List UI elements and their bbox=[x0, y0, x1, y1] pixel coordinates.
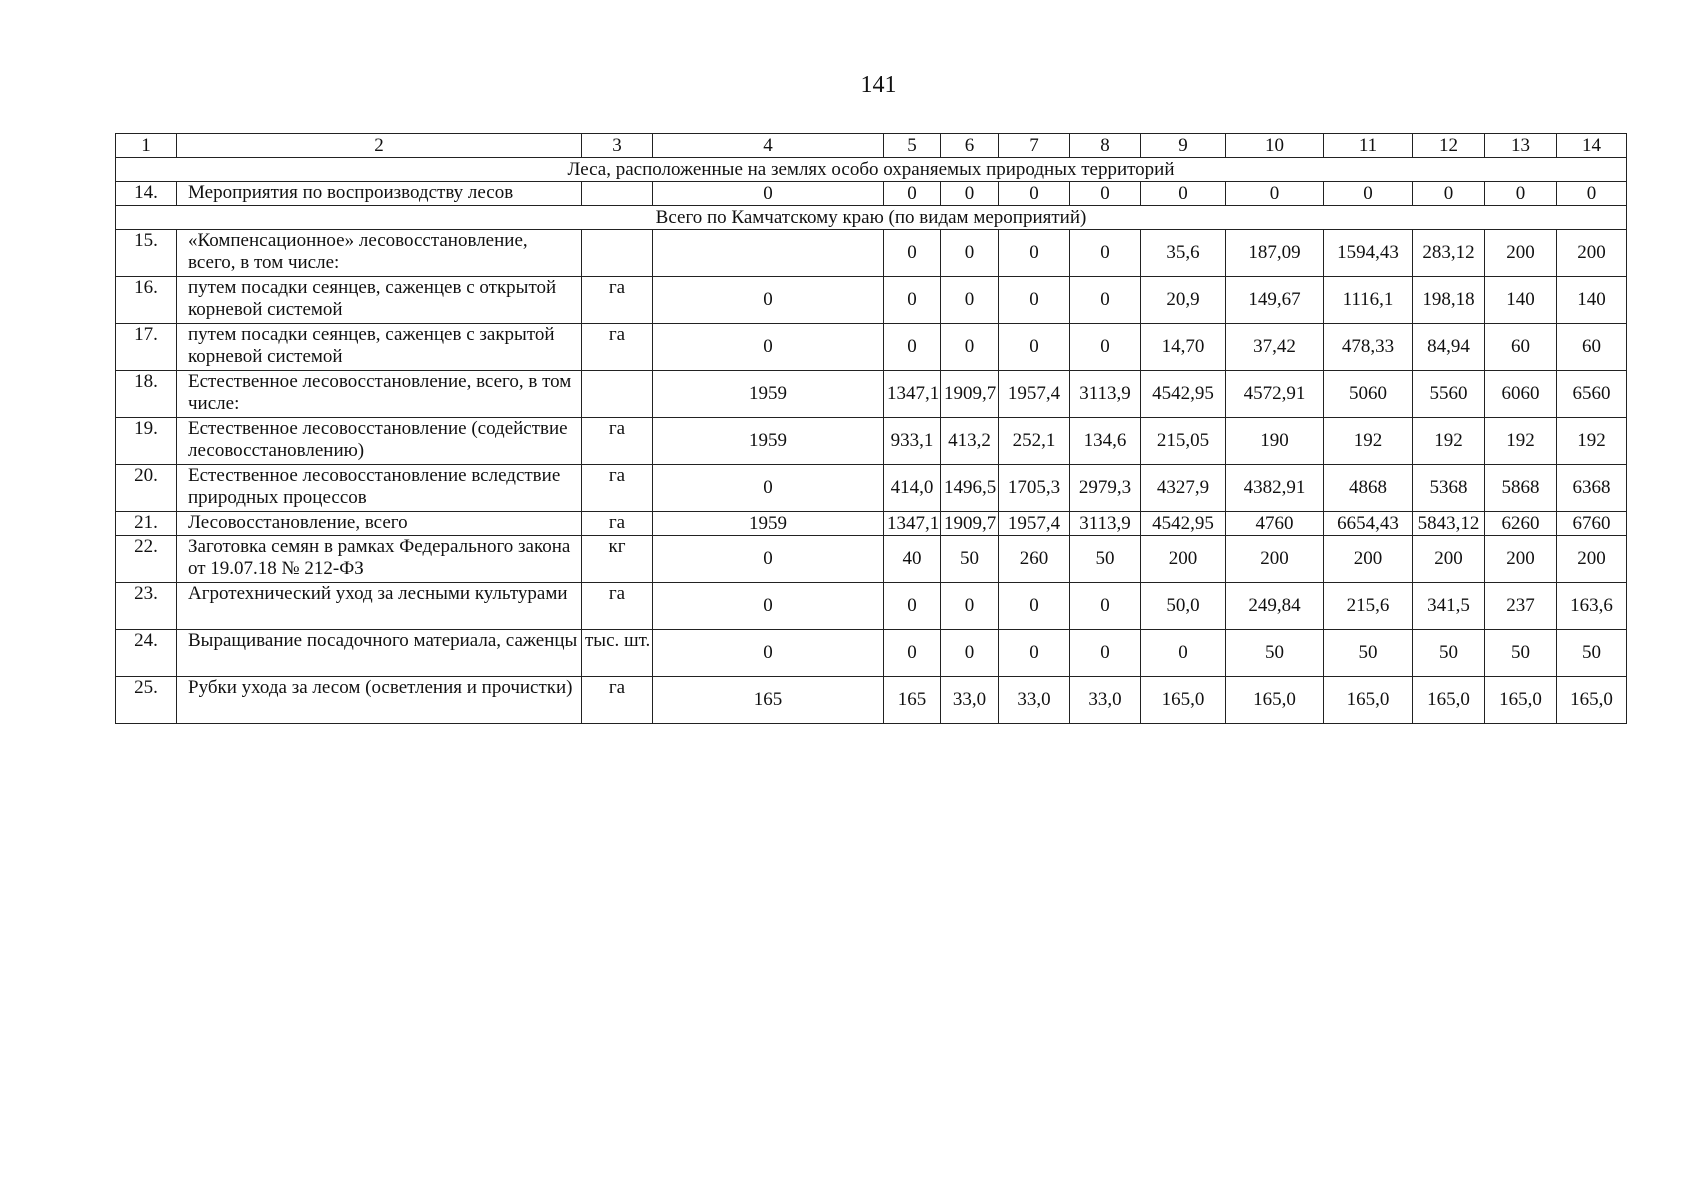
page-number: 141 bbox=[860, 72, 897, 98]
value-cell: 933,1 bbox=[884, 418, 941, 465]
value-cell: 165 bbox=[884, 677, 941, 724]
value-cell: 6060 bbox=[1485, 371, 1557, 418]
value-cell: 200 bbox=[1557, 230, 1627, 277]
value-cell: 50 bbox=[1413, 630, 1485, 677]
value-cell: 165,0 bbox=[1226, 677, 1324, 724]
value-cell: 1594,43 bbox=[1324, 230, 1413, 277]
value-cell: 2979,3 bbox=[1070, 465, 1141, 512]
value-cell: 198,18 bbox=[1413, 277, 1485, 324]
value-cell: 0 bbox=[941, 630, 999, 677]
table-row bbox=[116, 182, 1627, 206]
value-cell: 1496,5 bbox=[941, 465, 999, 512]
value-cell: 140 bbox=[1557, 277, 1627, 324]
value-cell: 4572,91 bbox=[1226, 371, 1324, 418]
value-cell: 0 bbox=[1070, 583, 1141, 630]
row-unit: га bbox=[582, 512, 653, 536]
value-cell: 4327,9 bbox=[1141, 465, 1226, 512]
value-cell: 1957,4 bbox=[999, 512, 1070, 536]
row-name: Естественное лесовосстановление, всего, в том числе: bbox=[177, 371, 582, 418]
row-name: путем посадки сеянцев, саженцев с открытой корневой системой bbox=[177, 277, 582, 324]
table-row bbox=[116, 418, 1627, 465]
value-cell: 0 bbox=[1324, 182, 1413, 206]
row-unit bbox=[582, 182, 653, 206]
value-cell: 0 bbox=[1226, 182, 1324, 206]
value-cell: 4542,95 bbox=[1141, 371, 1226, 418]
value-cell: 37,42 bbox=[1226, 324, 1324, 371]
value-cell: 1347,1 bbox=[884, 512, 941, 536]
value-cell: 0 bbox=[941, 583, 999, 630]
value-cell: 0 bbox=[884, 277, 941, 324]
column-header: 5 bbox=[884, 134, 941, 158]
value-cell bbox=[653, 230, 884, 277]
value-cell: 165,0 bbox=[1324, 677, 1413, 724]
value-cell: 0 bbox=[1141, 182, 1226, 206]
value-cell: 200 bbox=[1324, 536, 1413, 583]
value-cell: 165,0 bbox=[1413, 677, 1485, 724]
value-cell: 192 bbox=[1324, 418, 1413, 465]
row-name: Рубки ухода за лесом (осветления и прочистки) bbox=[177, 677, 582, 724]
value-cell: 1347,1 bbox=[884, 371, 941, 418]
value-cell: 140 bbox=[1485, 277, 1557, 324]
value-cell: 60 bbox=[1557, 324, 1627, 371]
value-cell: 6368 bbox=[1557, 465, 1627, 512]
column-header: 7 bbox=[999, 134, 1070, 158]
table-row bbox=[116, 536, 1627, 583]
table-row bbox=[116, 583, 1627, 630]
value-cell: 33,0 bbox=[999, 677, 1070, 724]
value-cell: 165,0 bbox=[1485, 677, 1557, 724]
value-cell: 190 bbox=[1226, 418, 1324, 465]
row-name: Заготовка семян в рамках Федерального закона от 19.07.18 № 212-ФЗ bbox=[177, 536, 582, 583]
value-cell: 192 bbox=[1413, 418, 1485, 465]
value-cell: 0 bbox=[1070, 630, 1141, 677]
value-cell: 50 bbox=[1324, 630, 1413, 677]
value-cell: 200 bbox=[1141, 536, 1226, 583]
value-cell: 0 bbox=[1070, 324, 1141, 371]
value-cell: 0 bbox=[653, 583, 884, 630]
row-unit: га bbox=[582, 324, 653, 371]
value-cell: 237 bbox=[1485, 583, 1557, 630]
table-row bbox=[116, 465, 1627, 512]
value-cell: 249,84 bbox=[1226, 583, 1324, 630]
value-cell: 50 bbox=[1557, 630, 1627, 677]
column-header: 3 bbox=[582, 134, 653, 158]
value-cell: 0 bbox=[999, 277, 1070, 324]
value-cell: 0 bbox=[653, 324, 884, 371]
value-cell: 165,0 bbox=[1557, 677, 1627, 724]
column-header: 14 bbox=[1557, 134, 1627, 158]
value-cell: 40 bbox=[884, 536, 941, 583]
value-cell: 0 bbox=[1070, 277, 1141, 324]
value-cell: 20,9 bbox=[1141, 277, 1226, 324]
value-cell: 0 bbox=[884, 583, 941, 630]
value-cell: 0 bbox=[1070, 182, 1141, 206]
section-row bbox=[116, 158, 1627, 182]
value-cell: 0 bbox=[653, 277, 884, 324]
value-cell: 0 bbox=[653, 465, 884, 512]
value-cell: 14,70 bbox=[1141, 324, 1226, 371]
value-cell: 200 bbox=[1413, 536, 1485, 583]
row-number: 24. bbox=[116, 630, 177, 677]
value-cell: 0 bbox=[941, 182, 999, 206]
value-cell: 84,94 bbox=[1413, 324, 1485, 371]
value-cell: 1959 bbox=[653, 418, 884, 465]
value-cell: 414,0 bbox=[884, 465, 941, 512]
value-cell: 0 bbox=[999, 182, 1070, 206]
value-cell: 0 bbox=[1070, 230, 1141, 277]
row-number: 20. bbox=[116, 465, 177, 512]
row-unit: га bbox=[582, 677, 653, 724]
table-body bbox=[116, 134, 1627, 724]
section-title: Леса, расположенные на землях особо охраняемых природных территорий bbox=[116, 158, 1627, 182]
row-name: Выращивание посадочного материала, саженцы bbox=[177, 630, 582, 677]
value-cell: 5368 bbox=[1413, 465, 1485, 512]
value-cell: 1909,7 bbox=[941, 371, 999, 418]
column-header: 9 bbox=[1141, 134, 1226, 158]
row-number: 21. bbox=[116, 512, 177, 536]
value-cell: 0 bbox=[884, 630, 941, 677]
value-cell: 478,33 bbox=[1324, 324, 1413, 371]
value-cell: 252,1 bbox=[999, 418, 1070, 465]
row-unit: тыс. шт. bbox=[582, 630, 653, 677]
value-cell: 0 bbox=[941, 324, 999, 371]
column-header: 12 bbox=[1413, 134, 1485, 158]
value-cell: 60 bbox=[1485, 324, 1557, 371]
value-cell: 5868 bbox=[1485, 465, 1557, 512]
value-cell: 200 bbox=[1557, 536, 1627, 583]
header-row bbox=[116, 134, 1627, 158]
value-cell: 0 bbox=[999, 630, 1070, 677]
row-unit: га bbox=[582, 418, 653, 465]
value-cell: 0 bbox=[1141, 630, 1226, 677]
row-number: 14. bbox=[116, 182, 177, 206]
table-row bbox=[116, 324, 1627, 371]
row-name: Естественное лесовосстановление вследствие природных процессов bbox=[177, 465, 582, 512]
row-name: Лесовосстановление, всего bbox=[177, 512, 582, 536]
value-cell: 5560 bbox=[1413, 371, 1485, 418]
value-cell: 341,5 bbox=[1413, 583, 1485, 630]
value-cell: 6760 bbox=[1557, 512, 1627, 536]
value-cell: 0 bbox=[1557, 182, 1627, 206]
value-cell: 1959 bbox=[653, 512, 884, 536]
row-unit: га bbox=[582, 583, 653, 630]
table-row bbox=[116, 677, 1627, 724]
row-number: 17. bbox=[116, 324, 177, 371]
column-header: 8 bbox=[1070, 134, 1141, 158]
row-unit: кг bbox=[582, 536, 653, 583]
value-cell: 33,0 bbox=[941, 677, 999, 724]
value-cell: 0 bbox=[999, 583, 1070, 630]
table-row bbox=[116, 230, 1627, 277]
section-title: Всего по Камчатскому краю (по видам мероприятий) bbox=[116, 206, 1627, 230]
value-cell: 4542,95 bbox=[1141, 512, 1226, 536]
row-name: Агротехнический уход за лесными культурами bbox=[177, 583, 582, 630]
value-cell: 413,2 bbox=[941, 418, 999, 465]
value-cell: 260 bbox=[999, 536, 1070, 583]
forest-activities-table bbox=[115, 133, 1627, 724]
value-cell: 0 bbox=[653, 536, 884, 583]
value-cell: 6260 bbox=[1485, 512, 1557, 536]
value-cell: 187,09 bbox=[1226, 230, 1324, 277]
value-cell: 165 bbox=[653, 677, 884, 724]
value-cell: 50 bbox=[941, 536, 999, 583]
value-cell: 0 bbox=[999, 230, 1070, 277]
value-cell: 215,05 bbox=[1141, 418, 1226, 465]
value-cell: 200 bbox=[1226, 536, 1324, 583]
value-cell: 0 bbox=[653, 630, 884, 677]
value-cell: 5060 bbox=[1324, 371, 1413, 418]
column-header: 10 bbox=[1226, 134, 1324, 158]
row-number: 18. bbox=[116, 371, 177, 418]
value-cell: 50 bbox=[1226, 630, 1324, 677]
row-name: Естественное лесовосстановление (содействие лесовосстановлению) bbox=[177, 418, 582, 465]
row-name: путем посадки сеянцев, саженцев с закрытой корневой системой bbox=[177, 324, 582, 371]
value-cell: 4382,91 bbox=[1226, 465, 1324, 512]
table-row bbox=[116, 371, 1627, 418]
column-header: 6 bbox=[941, 134, 999, 158]
value-cell: 192 bbox=[1557, 418, 1627, 465]
value-cell: 0 bbox=[941, 230, 999, 277]
row-unit bbox=[582, 371, 653, 418]
row-number: 19. bbox=[116, 418, 177, 465]
row-unit: га bbox=[582, 465, 653, 512]
value-cell: 0 bbox=[884, 324, 941, 371]
value-cell: 165,0 bbox=[1141, 677, 1226, 724]
row-unit bbox=[582, 230, 653, 277]
value-cell: 215,6 bbox=[1324, 583, 1413, 630]
value-cell: 50,0 bbox=[1141, 583, 1226, 630]
value-cell: 50 bbox=[1070, 536, 1141, 583]
value-cell: 3113,9 bbox=[1070, 371, 1141, 418]
row-number: 16. bbox=[116, 277, 177, 324]
column-header: 1 bbox=[116, 134, 177, 158]
value-cell: 4868 bbox=[1324, 465, 1413, 512]
row-number: 22. bbox=[116, 536, 177, 583]
value-cell: 1957,4 bbox=[999, 371, 1070, 418]
row-number: 23. bbox=[116, 583, 177, 630]
value-cell: 0 bbox=[884, 182, 941, 206]
value-cell: 149,67 bbox=[1226, 277, 1324, 324]
value-cell: 134,6 bbox=[1070, 418, 1141, 465]
row-name: Мероприятия по воспроизводству лесов bbox=[177, 182, 582, 206]
table-row bbox=[116, 277, 1627, 324]
value-cell: 4760 bbox=[1226, 512, 1324, 536]
table-row bbox=[116, 630, 1627, 677]
column-header: 13 bbox=[1485, 134, 1557, 158]
table-row bbox=[116, 512, 1627, 536]
value-cell: 0 bbox=[653, 182, 884, 206]
value-cell: 35,6 bbox=[1141, 230, 1226, 277]
value-cell: 283,12 bbox=[1413, 230, 1485, 277]
column-header: 2 bbox=[177, 134, 582, 158]
value-cell: 200 bbox=[1485, 536, 1557, 583]
value-cell: 1959 bbox=[653, 371, 884, 418]
value-cell: 6654,43 bbox=[1324, 512, 1413, 536]
column-header: 4 bbox=[653, 134, 884, 158]
value-cell: 163,6 bbox=[1557, 583, 1627, 630]
value-cell: 0 bbox=[999, 324, 1070, 371]
value-cell: 6560 bbox=[1557, 371, 1627, 418]
column-header: 11 bbox=[1324, 134, 1413, 158]
row-unit: га bbox=[582, 277, 653, 324]
value-cell: 1909,7 bbox=[941, 512, 999, 536]
value-cell: 33,0 bbox=[1070, 677, 1141, 724]
value-cell: 1705,3 bbox=[999, 465, 1070, 512]
value-cell: 200 bbox=[1485, 230, 1557, 277]
section-row bbox=[116, 206, 1627, 230]
value-cell: 0 bbox=[941, 277, 999, 324]
value-cell: 5843,12 bbox=[1413, 512, 1485, 536]
row-number: 15. bbox=[116, 230, 177, 277]
value-cell: 192 bbox=[1485, 418, 1557, 465]
value-cell: 1116,1 bbox=[1324, 277, 1413, 324]
value-cell: 0 bbox=[884, 230, 941, 277]
value-cell: 0 bbox=[1485, 182, 1557, 206]
row-name: «Компенсационное» лесовосстановление, всего, в том числе: bbox=[177, 230, 582, 277]
value-cell: 0 bbox=[1413, 182, 1485, 206]
value-cell: 50 bbox=[1485, 630, 1557, 677]
value-cell: 3113,9 bbox=[1070, 512, 1141, 536]
row-number: 25. bbox=[116, 677, 177, 724]
